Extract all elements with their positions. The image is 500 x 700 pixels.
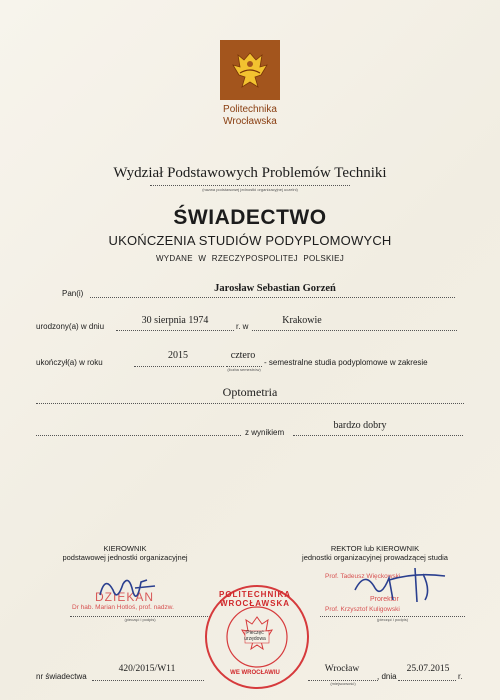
semesters-value: cztero bbox=[230, 350, 256, 361]
footer-r-label: r. bbox=[458, 672, 463, 681]
footer-date-line bbox=[398, 680, 456, 681]
certificate-number: 420/2015/W11 bbox=[118, 664, 176, 674]
semesters-note: (liczba semestrów) bbox=[227, 367, 261, 372]
left-signature-title: KIEROWNIK bbox=[103, 544, 147, 553]
footer-city: Wrocław bbox=[324, 664, 360, 674]
completion-year: 2015 bbox=[168, 350, 188, 361]
left-signature-icon bbox=[95, 570, 165, 610]
faculty-name: Wydział Podstawowych Problemów Techniki bbox=[113, 165, 387, 181]
certificate-subtitle: UKOŃCZENIA STUDIÓW PODYPLOMOWYCH bbox=[108, 233, 392, 248]
birth-date-line bbox=[116, 330, 234, 331]
seal-text: POLITECHNIKA WROCŁAWSKA bbox=[219, 590, 291, 608]
birth-r-label: r. w bbox=[236, 322, 249, 331]
footer-date: 25.07.2015 bbox=[406, 664, 450, 674]
recipient-label: Pan(i) bbox=[62, 289, 84, 298]
completion-rest: - semestralne studia podyplomowe w zakresie bbox=[264, 358, 428, 367]
faculty-line bbox=[150, 185, 350, 186]
certificate-number-label: nr świadectwa bbox=[36, 672, 87, 681]
completion-year-line bbox=[134, 366, 224, 367]
right-signature-icon bbox=[345, 560, 455, 610]
recipient-line bbox=[90, 297, 455, 298]
university-logo-icon bbox=[220, 40, 280, 100]
certificate-number-line bbox=[92, 680, 204, 681]
recipient-name: Jarosław Sebastian Gorzeń bbox=[214, 283, 336, 294]
university-name-line1: Politechnika bbox=[223, 104, 277, 115]
result-left-line bbox=[36, 435, 241, 436]
result-line bbox=[293, 435, 463, 436]
birth-date: 30 sierpnia 1974 bbox=[141, 315, 209, 326]
birth-place: Krakowie bbox=[282, 315, 322, 326]
field-line bbox=[36, 403, 464, 404]
result-label: z wynikiem bbox=[245, 428, 285, 437]
faculty-note: (nazwa podstawowej jednostki organizacyjnej uczelni) bbox=[202, 187, 298, 192]
field-of-study: Optometria bbox=[222, 385, 278, 399]
right-stamp-name: Prof. Tadeusz Więckowski bbox=[325, 573, 401, 580]
right-signature-note: (pieczęć i podpis) bbox=[376, 617, 409, 622]
right-stamp-name2: Prof. Krzysztof Kuligowski bbox=[325, 606, 400, 613]
right-signature-desc: jednostki organizacyjnej prowadzącej studia bbox=[302, 553, 448, 562]
seal-center-text: Pieczęć urzędowa bbox=[244, 630, 266, 642]
left-signature-desc: podstawowej jednostki organizacyjnej bbox=[62, 553, 188, 562]
result-value: bardzo dobry bbox=[333, 420, 387, 431]
university-name bbox=[190, 104, 310, 128]
footer-date-label: , dnia bbox=[377, 672, 397, 681]
birth-label: urodzony(a) w dniu bbox=[36, 322, 105, 331]
left-signature-note: (pieczęć i podpis) bbox=[124, 617, 156, 622]
birth-place-line bbox=[252, 330, 457, 331]
right-signature-title: REKTOR lub KIEROWNIK bbox=[330, 544, 420, 553]
issued-line: WYDANE W RZECZYPOSPOLITEJ POLSKIEJ bbox=[155, 254, 345, 263]
certificate-title: ŚWIADECTWO bbox=[173, 206, 327, 229]
right-stamp-title: Prorektor bbox=[370, 596, 399, 603]
footer-city-note: (miejscowość) bbox=[330, 681, 356, 686]
left-stamp-name: Dr hab. Marian Hotloś, prof. nadzw. bbox=[72, 604, 174, 611]
completion-label: ukończył(a) w roku bbox=[36, 358, 103, 367]
university-name-line2: Wrocławska bbox=[223, 116, 277, 127]
left-stamp-title: DZIEKAN bbox=[95, 590, 155, 604]
seal-bottom-text: WE WROCŁAWIU bbox=[230, 670, 280, 676]
left-signature-header bbox=[50, 544, 200, 562]
